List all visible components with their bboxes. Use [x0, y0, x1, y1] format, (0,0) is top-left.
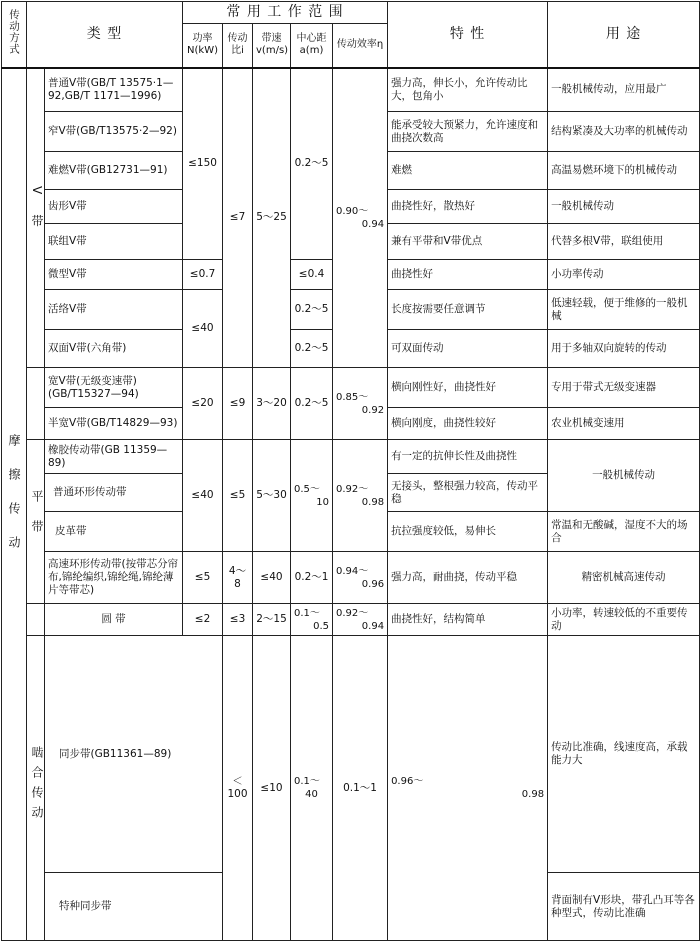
range-efficiency: 0.92～ 0.98	[333, 440, 388, 552]
group-mesh: 啮合传动	[27, 636, 45, 941]
range-ratio: 4～8	[223, 552, 253, 604]
range-center: 0.5～ 10	[291, 440, 333, 552]
range-speed: ≤40	[253, 552, 291, 604]
table-row-feature: 兼有平带和V带优点	[388, 224, 548, 260]
table-row-usage: 小功率传动	[548, 260, 700, 290]
table-row-feature: 长度按需要任意调节	[388, 290, 548, 330]
table-row-type: 齿形V带	[45, 190, 183, 224]
table-row-type: 普通V带(GB/T 13575·1—92,GB/T 1171—1996)	[45, 68, 183, 112]
table-row-type: 圆 带	[45, 604, 183, 636]
header-method: 传动方式	[2, 2, 27, 68]
header-ratio: 传动比i	[223, 24, 253, 68]
range-center: 0.1～1	[333, 636, 388, 941]
table-row-usage: 一般机械传动	[548, 190, 700, 224]
range-power: ≤0.7	[183, 260, 223, 290]
range-speed: 5～25	[253, 68, 291, 368]
header-power: 功率N(kW)	[183, 24, 223, 68]
table-row-feature: 曲挠性好，散热好	[388, 190, 548, 224]
table-row-usage: 精密机械高速传动	[548, 552, 700, 604]
table-row-type: 难燃V带(GB12731—91)	[45, 152, 183, 190]
table-row-usage: 常温和无酸碱，湿度不大的场合	[548, 512, 700, 552]
table-row-type: 橡胶传动带(GB 11359—89)	[45, 440, 183, 474]
table-row-feature: 有一定的抗伸长性及曲挠性	[388, 440, 548, 474]
table-row-type: 半宽V带(GB/T14829—93)	[45, 408, 183, 440]
table-row-type: 特种同步带	[45, 873, 223, 941]
table-row-feature: 强力高，伸长小，允许传动比大，包角小	[388, 68, 548, 112]
range-speed: 0.1～ 40	[291, 636, 333, 941]
table-wrapper	[1, 1, 699, 919]
table-row-usage: 低速轻载，便于维修的一般机械	[548, 290, 700, 330]
header-type: 类 型	[27, 2, 183, 68]
table-row-feature: 无接头，整根强力较高，传动平稳	[388, 474, 548, 512]
table-row-type: 宽V带(无级变速带)(GB/T15327—94)	[45, 368, 183, 408]
table-row-feature: 背面制有V形块，带孔凸耳等各种型式，传动比准确	[548, 873, 700, 941]
header-speed: 带速v(m/s)	[253, 24, 291, 68]
table-row-feature: 强力高，耐曲挠，传动平稳	[388, 552, 548, 604]
table-row-feature: 横向刚性好，曲挠性好	[388, 368, 548, 408]
range-efficiency: 0.96～ 0.98	[388, 636, 548, 941]
range-center: 0.2～5	[291, 68, 333, 260]
range-power: ≤5	[183, 552, 223, 604]
range-center: 0.1～ 0.5	[291, 604, 333, 636]
table-row-feature: 曲挠性好，结构简单	[388, 604, 548, 636]
range-efficiency: 0.85～ 0.92	[333, 368, 388, 440]
table-row-usage: 结构紧凑及大功率的机械传动	[548, 112, 700, 152]
header-usage: 用 途	[548, 2, 700, 68]
table-row-type: 普通环形传动带	[45, 474, 183, 512]
table-row-feature: 能承受较大预紧力，允许速度和曲挠次数高	[388, 112, 548, 152]
table-row-type: 窄V带(GB/T13575·2—92)	[45, 112, 183, 152]
table-row-usage: 一般机械传动	[548, 440, 700, 512]
range-efficiency: 0.92～ 0.94	[333, 604, 388, 636]
range-ratio: ≤10	[253, 636, 291, 941]
group-flat-belt: 平带	[27, 440, 45, 604]
table-row-type: 高速环形传动带(按带芯分帘布,锦纶编织,锦纶绳,锦纶薄片等带芯)	[45, 552, 183, 604]
table-row-type: 皮革带	[45, 512, 183, 552]
header-feature: 特 性	[388, 2, 548, 68]
table-row-usage: 农业机械变速用	[548, 408, 700, 440]
range-center: 0.2～5	[291, 368, 333, 440]
table-row-feature: 曲挠性好	[388, 260, 548, 290]
range-efficiency: 0.90～ 0.94	[333, 68, 388, 368]
table-row-feature: 传动比准确，线速度高，承载能力大	[548, 636, 700, 873]
range-power: ≤150	[183, 68, 223, 260]
range-center: 0.2～5	[291, 290, 333, 330]
group-v-belt: V带	[27, 68, 45, 368]
table-row-usage: 高温易燃环境下的机械传动	[548, 152, 700, 190]
range-center: 0.2～5	[291, 330, 333, 368]
table-row-type: 双面V带(六角带)	[45, 330, 183, 368]
belt-drive-table	[1, 1, 700, 941]
range-ratio: ≤5	[223, 440, 253, 552]
table-row-feature: 可双面传动	[388, 330, 548, 368]
table-row-type: 同步带(GB11361—89)	[45, 636, 223, 873]
table-row-type: 微型V带	[45, 260, 183, 290]
range-power: ＜100	[223, 636, 253, 941]
range-ratio: ≤9	[223, 368, 253, 440]
table-row-usage: 专用于带式无级变速器	[548, 368, 700, 408]
table-row-feature: 难燃	[388, 152, 548, 190]
range-center: ≤0.4	[291, 260, 333, 290]
range-power: ≤2	[183, 604, 223, 636]
range-speed: 3～20	[253, 368, 291, 440]
header-efficiency: 传动效率η	[333, 24, 388, 68]
header-range-title: 常 用 工 作 范 围	[183, 2, 388, 24]
table-row-type: 活络V带	[45, 290, 183, 330]
range-power: ≤40	[183, 290, 223, 368]
range-speed: 2～15	[253, 604, 291, 636]
table-row-type: 联组V带	[45, 224, 183, 260]
table-row-feature: 抗拉强度较低，易伸长	[388, 512, 548, 552]
spacer-cell	[27, 604, 45, 636]
table-row-usage: 用于多轴双向旋转的传动	[548, 330, 700, 368]
range-center: 0.2～1	[291, 552, 333, 604]
group-friction: 摩擦传动	[2, 68, 27, 941]
range-ratio: ≤7	[223, 68, 253, 368]
table-row-usage: 一般机械传动，应用最广	[548, 68, 700, 112]
range-ratio: ≤3	[223, 604, 253, 636]
table-row-usage: 代替多根V带，联组使用	[548, 224, 700, 260]
range-power: ≤20	[183, 368, 223, 440]
range-power: ≤40	[183, 440, 223, 552]
spacer-cell	[27, 368, 45, 440]
table-row-usage: 小功率，转速较低的不重要传动	[548, 604, 700, 636]
table-row-feature: 横向刚度，曲挠性较好	[388, 408, 548, 440]
header-center: 中心距a(m)	[291, 24, 333, 68]
range-efficiency: 0.94～ 0.96	[333, 552, 388, 604]
range-speed: 5～30	[253, 440, 291, 552]
